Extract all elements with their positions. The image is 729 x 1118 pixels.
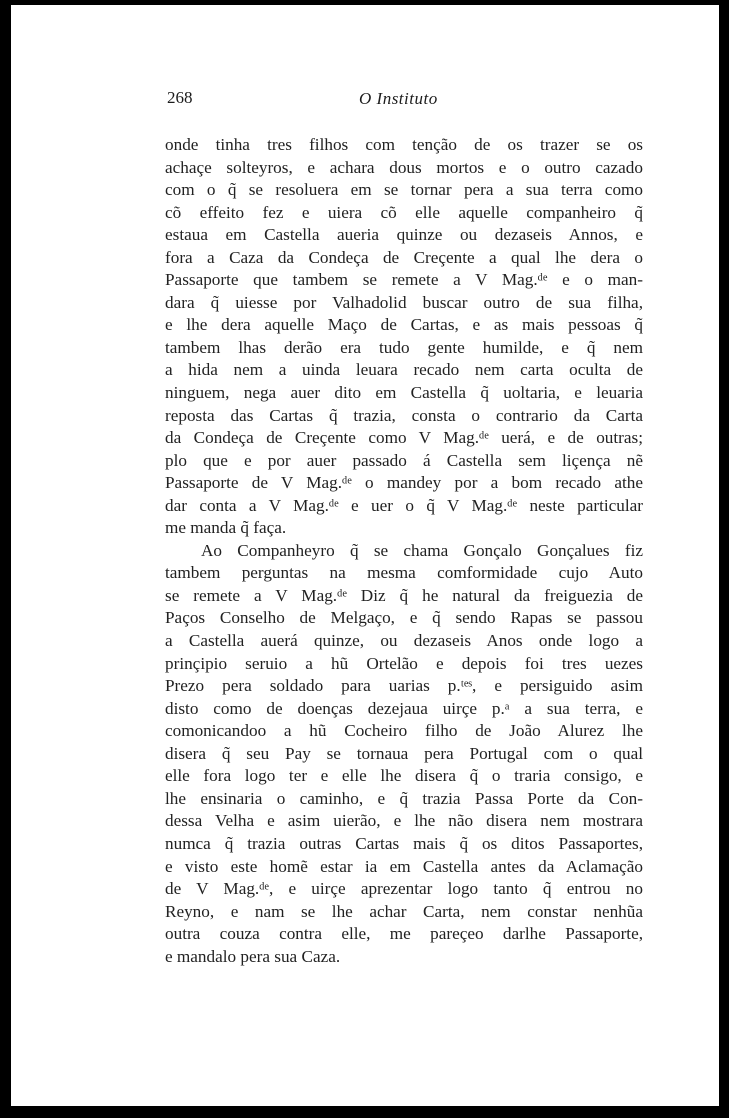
- text-line: lhe ensinaria o caminho, e q̃ trazia Passa Porte da Con-: [165, 788, 643, 808]
- text-line: Passaporte de V Mag.ᵈᵉ o mandey por a bom recado athe: [165, 473, 643, 493]
- text-line: Prezo pera soldado para uarias p.ᵗᵉˢ, e persiguido asim: [165, 676, 643, 696]
- text-line: dara q̃ uiesse por Valhadolid buscar outro de sua filha,: [165, 292, 643, 312]
- text-line: dar conta a V Mag.ᵈᵉ e uer o q̃ V Mag.ᵈᵉ neste particular: [165, 495, 643, 515]
- scan-border-top: [0, 0, 729, 5]
- text-line: comonicandoo a hũ Cocheiro filho de João Alurez lhe: [165, 721, 643, 741]
- scan-border-left: [0, 0, 11, 1118]
- text-line: numca q̃ trazia outras Cartas mais q̃ os ditos Passaportes,: [165, 833, 643, 853]
- text-line: Reyno, e nam se lhe achar Carta, nem constar nenhũa: [165, 901, 643, 921]
- text-line: ninguem, nega auer dito em Castella q̃ uoltaria, e leuaria: [165, 383, 643, 403]
- page-number: 268: [167, 88, 193, 107]
- page-header: [163, 88, 643, 114]
- text-line: onde tinha tres filhos com tenção de os trazer se os: [165, 135, 643, 154]
- text-line: me manda q̃ faça.: [165, 518, 287, 538]
- text-line: elle fora logo ter e elle lhe disera q̃ o traria consigo, e: [165, 766, 643, 786]
- text-line: Ao Companheyro q̃ se chama Gonçalo Gonçalues fiz: [201, 540, 643, 560]
- text-line: Paços Conselho de Melgaço, e q̃ sendo Rapas se passou: [165, 608, 643, 628]
- text-line: dessa Velha e asim uierão, e lhe não disera nem mostrara: [165, 811, 643, 831]
- text-line: com o q̃ se resoluera em se tornar pera a sua terra como: [165, 180, 643, 200]
- text-line: se remete a V Mag.ᵈᵉ Diz q̃ he natural da freiguezia de: [165, 585, 643, 605]
- text-line: Passaporte que tambem se remete a V Mag.ᵈᵉ e o man-: [165, 270, 643, 290]
- text-line: fora a Caza da Condeça de Creçente a qual lhe dera o: [165, 247, 643, 267]
- text-line: e lhe dera aquelle Maço de Cartas, e as mais pessoas q̃: [165, 315, 643, 335]
- paragraph: [165, 540, 643, 968]
- text-line: outra couza contra elle, me pareçeo darlhe Passaporte,: [165, 924, 643, 944]
- scan-border-bottom: [0, 1106, 729, 1118]
- text-line: disera q̃ seu Pay se tornaua pera Portugal com o qual: [165, 743, 643, 763]
- body-text: [165, 134, 643, 968]
- text-line: de V Mag.ᵈᵉ, e uirçe aprezentar logo tanto q̃ entrou no: [165, 879, 643, 899]
- text-line: tambem lhas derão era tudo gente humilde, e q̃ nem: [165, 337, 643, 357]
- paragraph: [165, 134, 643, 540]
- text-line: reposta das Cartas q̃ trazia, consta o contrario da Carta: [165, 405, 643, 425]
- text-line: tambem perguntas na mesma comformidade cujo Auto: [165, 563, 643, 583]
- text-line: e mandalo pera sua Caza.: [165, 946, 341, 966]
- text-line: a hida nem a uinda leuara recado nem carta oculta de: [165, 360, 643, 380]
- text-line: plo que e por auer passado á Castella sem liçença nẽ: [165, 450, 643, 470]
- text-line: disto como de doenças dezejaua uirçe p.ᵃ a sua terra, e: [165, 698, 643, 718]
- running-title: O Instituto: [359, 89, 438, 108]
- text-line: e visto este homẽ estar ia em Castella antes da Aclamação: [165, 856, 643, 876]
- scan-border-right: [719, 0, 729, 1118]
- text-line: da Condeça de Creçente como V Mag.ᵈᵉ uerá, e de outras;: [165, 428, 643, 448]
- text-line: achaçe solteyros, e achara dous mortos e o outro cazado: [165, 157, 643, 177]
- text-line: cõ effeito fez e uiera cõ elle aquelle companheiro q̃: [165, 202, 643, 222]
- text-line: prinçipio seruio a hũ Ortelão e depois foi tres uezes: [165, 653, 643, 673]
- text-line: a Castella auerá quinze, ou dezaseis Anos onde logo a: [165, 631, 643, 651]
- text-line: estaua em Castella aueria quinze ou dezaseis Annos, e: [165, 225, 643, 245]
